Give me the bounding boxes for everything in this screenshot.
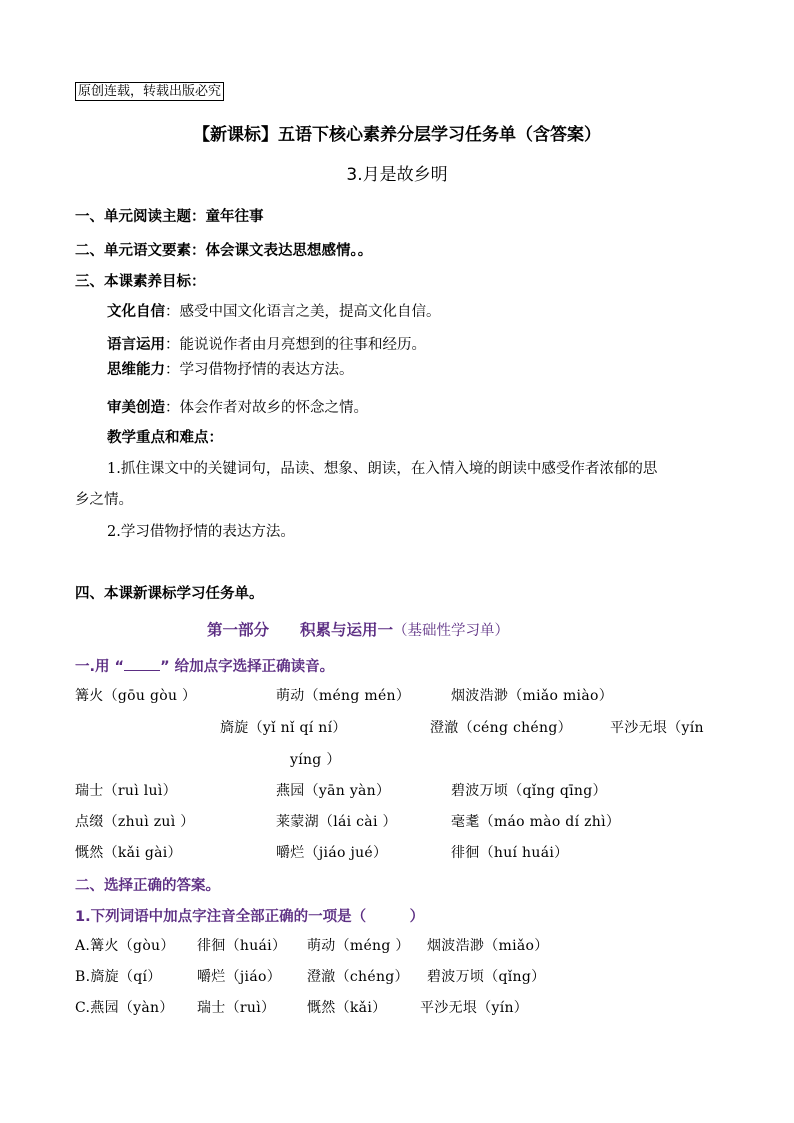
option-c-word: C.燕园（yàn） bbox=[75, 1000, 174, 1016]
option-a-word: 烟波浩渺（miǎo） bbox=[427, 938, 549, 954]
pinyin-item: 澄澈（céng chéng） bbox=[430, 720, 572, 736]
pinyin-item: 萌动（méng mén） bbox=[276, 688, 411, 704]
pinyin-item: 慨然（kǎi gài） bbox=[75, 845, 182, 861]
option-c-word: 平沙无垠（yín） bbox=[420, 1000, 529, 1016]
option-b-word: 碧波万顷（qǐng） bbox=[427, 969, 546, 985]
pinyin-item: 燕园（yān yàn） bbox=[276, 783, 391, 799]
option-b-word: 嚼烂（jiáo） bbox=[197, 969, 281, 985]
option-c-word: 瑞士（ruì） bbox=[197, 1000, 276, 1016]
goal-label: 语言运用 bbox=[107, 337, 165, 353]
pinyin-item: 平沙无垠（yín bbox=[610, 720, 704, 736]
option-b-word: 澄澈（chéng） bbox=[307, 969, 409, 985]
key-point-2: 2.学习借物抒情的表达方法。 bbox=[107, 524, 295, 540]
goal-text: ：体会作者对故乡的怀念之情。 bbox=[165, 400, 368, 416]
section-label: 一、单元阅读主题： bbox=[75, 209, 206, 225]
pinyin-item: yíng ） bbox=[290, 752, 341, 768]
goal-label: 文化自信 bbox=[107, 304, 165, 320]
question-2-heading: 二、选择正确的答案。 bbox=[75, 878, 220, 894]
question-2-1: 1.下列词语中加点字注音全部正确的一项是（ ） bbox=[75, 909, 425, 925]
option-a-word: 徘徊（huái） bbox=[197, 938, 287, 954]
lesson-title: 3.月是故乡明 bbox=[346, 165, 448, 185]
goal-label: 思维能力 bbox=[107, 362, 165, 378]
option-c-word: 慨然（kǎi） bbox=[307, 1000, 387, 1016]
key-point-1-line-1: 1.抓住课文中的关键词句，品读、想象、朗读，在入情入境的朗读中感受作者浓郁的思 bbox=[107, 461, 658, 477]
pinyin-item: 点缀（zhuì zuì ） bbox=[75, 814, 195, 830]
question-1-suffix: ” 给加点字选择正确读音。 bbox=[160, 659, 335, 675]
part-one-subtitle: （基础性学习单） bbox=[393, 623, 510, 639]
part-one-title: 第一部分 积累与运用一 bbox=[207, 621, 394, 639]
section-value: 童年往事 bbox=[205, 209, 264, 225]
question-1-prefix: 一.用 “ bbox=[75, 659, 125, 675]
goal-thinking bbox=[107, 358, 354, 379]
pinyin-item: 瑞士（ruì luì） bbox=[75, 783, 177, 799]
goal-text: ：感受中国文化语言之美，提高文化自信。 bbox=[165, 304, 441, 320]
pinyin-item: 徘徊（huí huái） bbox=[451, 845, 569, 861]
option-a-word: A.篝火（gòu） bbox=[75, 938, 175, 954]
goal-culture bbox=[107, 300, 441, 321]
section-reading-theme bbox=[75, 205, 264, 226]
pinyin-item: 碧波万顷（qǐng qīng） bbox=[451, 783, 607, 799]
part-one-heading bbox=[207, 618, 509, 640]
goal-text: ：学习借物抒情的表达方法。 bbox=[165, 362, 354, 378]
pinyin-item: 篝火（gōu gòu ） bbox=[75, 688, 197, 704]
section-task-sheet: 四、本课新课标学习任务单。 bbox=[75, 586, 264, 602]
answer-blank bbox=[124, 656, 160, 671]
goal-aesthetic bbox=[107, 396, 368, 417]
section-value: 体会课文表达思想感情。。 bbox=[205, 243, 373, 259]
pinyin-item: 莱蒙湖（lái cài ） bbox=[276, 814, 397, 830]
pinyin-item: 旖旋（yǐ nǐ qí ní） bbox=[220, 720, 347, 736]
copyright-stamp: 原创连载，转载出版必究 bbox=[75, 82, 224, 101]
key-point-1-line-2: 乡之情。 bbox=[75, 492, 133, 508]
pinyin-item: 烟波浩渺（miǎo miào） bbox=[451, 688, 614, 704]
goal-language bbox=[107, 333, 426, 354]
pinyin-item: 毫耄（máo mào dí zhì） bbox=[451, 814, 621, 830]
section-goals-heading: 三、本课素养目标： bbox=[75, 274, 206, 290]
question-1-heading bbox=[75, 655, 334, 676]
document-title: 【新课标】五语下核心素养分层学习任务单（含答案） bbox=[193, 125, 601, 145]
key-points-heading: 教学重点和难点： bbox=[107, 430, 223, 446]
section-language-elements bbox=[75, 239, 372, 260]
section-label: 二、单元语文要素： bbox=[75, 243, 206, 259]
goal-text: ：能说说作者由月亮想到的往事和经历。 bbox=[165, 337, 426, 353]
goal-label: 审美创造 bbox=[107, 400, 165, 416]
option-a-word: 萌动（méng ） bbox=[307, 938, 410, 954]
pinyin-item: 嚼烂（jiáo jué） bbox=[276, 845, 388, 861]
option-b-word: B.旖旋（qí） bbox=[75, 969, 162, 985]
